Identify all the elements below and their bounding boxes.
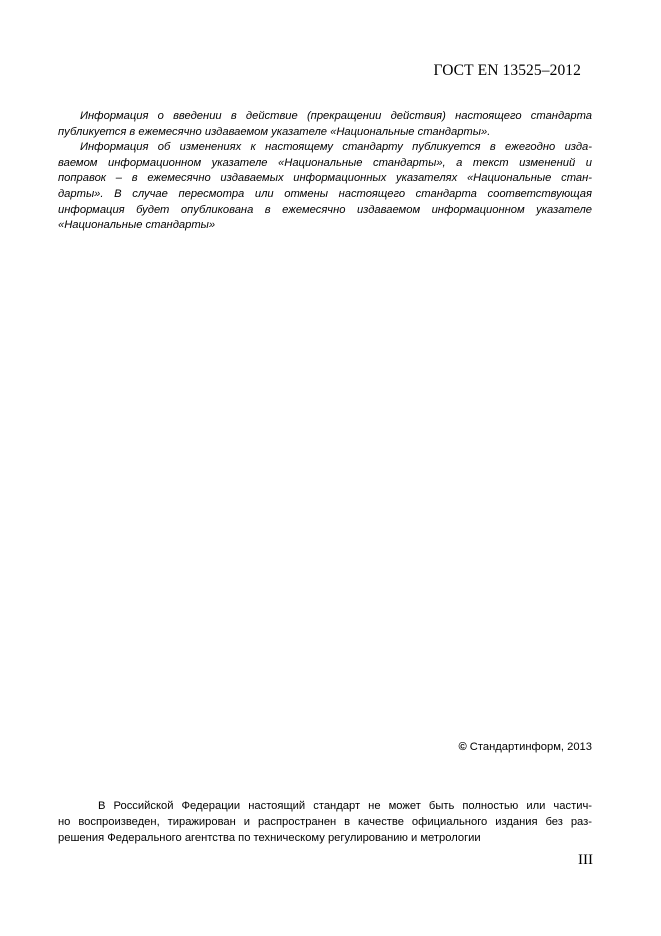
- info-line: информация будет опубликована в ежемесячно издаваемом информационном указателе: [58, 203, 592, 216]
- copyright-notice: [459, 741, 592, 753]
- info-line: «Национальные стандарты»: [58, 219, 216, 232]
- info-line: поправок – в ежемесячно издаваемых информационных указателях «Национальные стан-: [58, 172, 592, 185]
- publication-info: [58, 109, 592, 234]
- info-line: Информация об изменениях к настоящему стандарту публикуется в ежегодно изда-: [80, 141, 592, 154]
- info-line: Информация о введении в действие (прекращении действия) настоящего стандарта: [80, 110, 592, 122]
- info-line: ваемом информационном указателе «Национальные стандарты», а текст изменений и: [58, 156, 592, 169]
- info-line: публикуется в ежемесячно издаваемом указателе «Национальные стандарты».: [58, 125, 491, 138]
- document-code: ГОСТ EN 13525–2012: [433, 62, 581, 79]
- page-number: III: [578, 852, 593, 868]
- rights-line: но воспроизведен, тиражирован и распространен в качестве официального издания без раз-: [58, 816, 592, 829]
- reproduction-notice: [58, 798, 592, 847]
- copyright-icon: ©: [458, 741, 467, 753]
- copyright-text: Стандартинформ, 2013: [469, 741, 592, 753]
- rights-line: В Российской Федерации настоящий стандарт не может быть полностью или частич-: [98, 800, 592, 812]
- info-line: дарты». В случае пересмотра или отмены настоящего стандарта соответствующая: [58, 187, 592, 200]
- rights-line: решения Федерального агентства по техническому регулированию и метрологии: [58, 832, 481, 845]
